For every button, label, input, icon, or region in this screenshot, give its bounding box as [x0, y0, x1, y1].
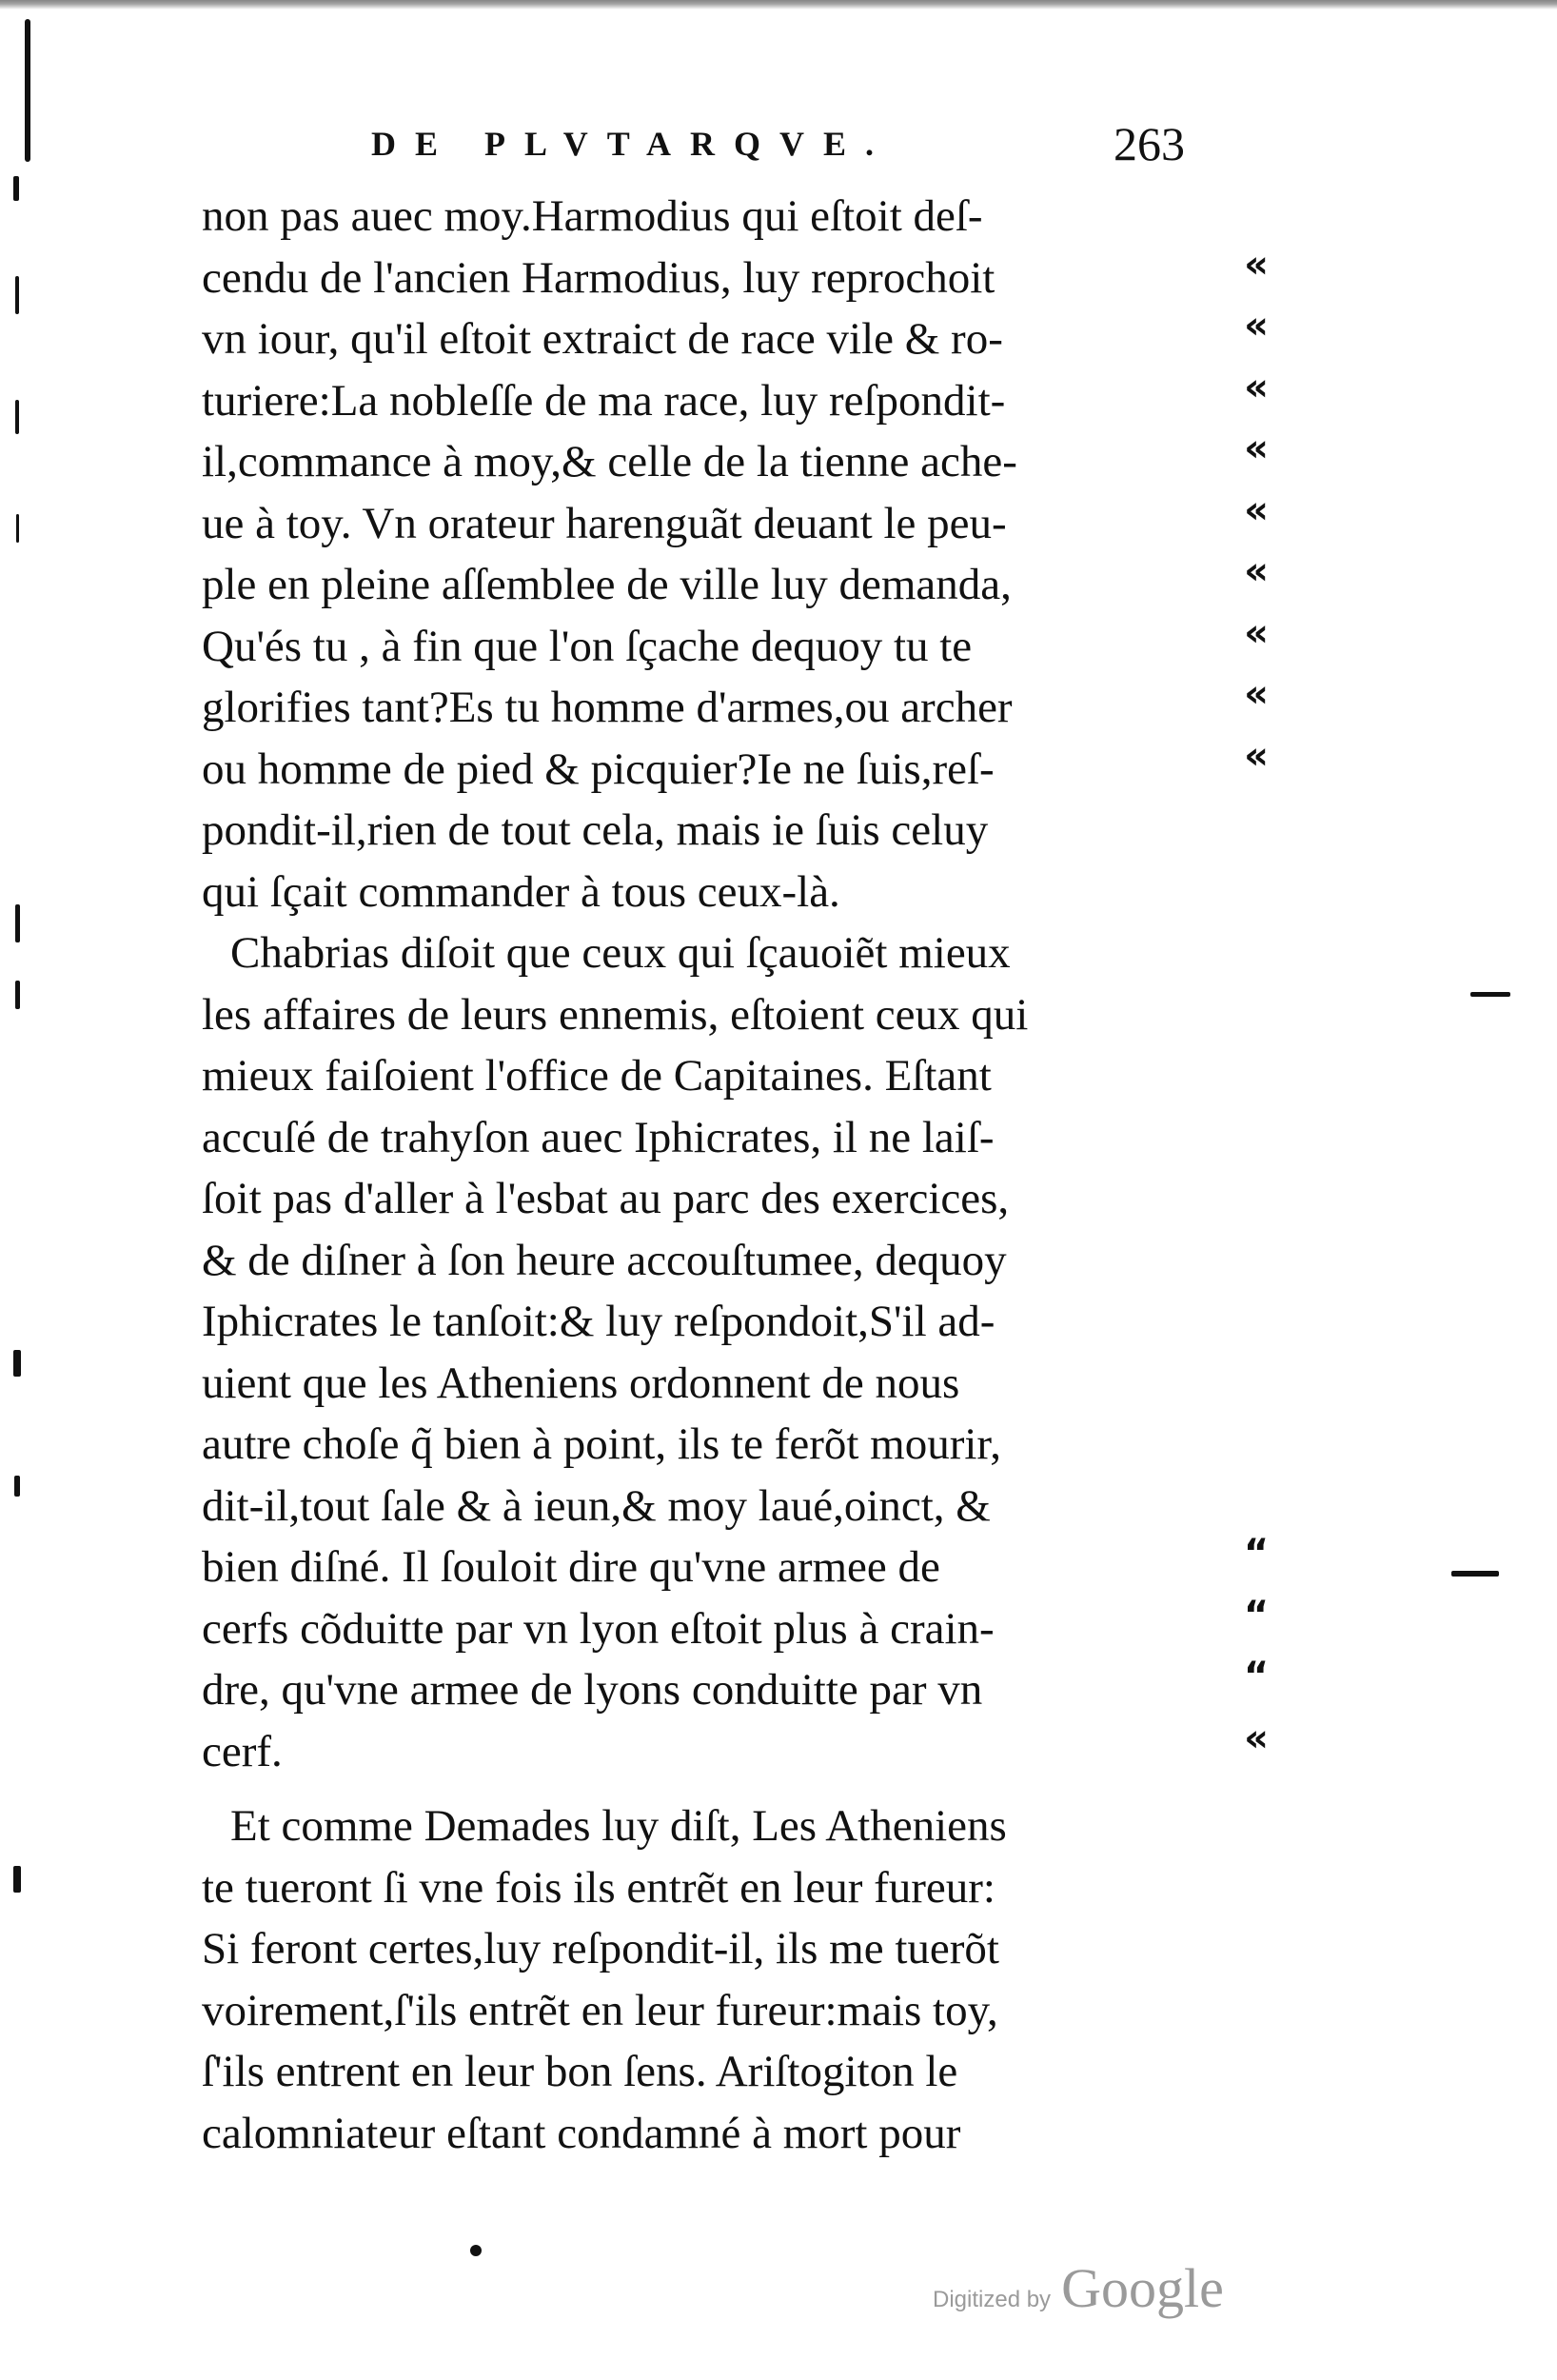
text-line: il,commance à moy,& celle de la tienne ache-: [202, 437, 1017, 486]
text-line: calomniateur eſtant condamné à mort pour: [202, 2108, 961, 2158]
running-title: DE PLVTARQVE.: [371, 125, 894, 163]
text-line: cerf.: [202, 1726, 283, 1776]
paragraph-start-line: Chabrias diſoit que ceux qui ſçauoiẽt mieux: [230, 928, 1011, 978]
text-line: cerfs cõduitte par vn lyon eſtoit plus à crain-: [202, 1603, 995, 1654]
text-line: cendu de l'ancien Harmodius, luy reprochoit: [202, 252, 995, 303]
margin-tick: [16, 514, 19, 543]
quote-mark: «: [1244, 488, 1269, 532]
scan-left-edge-mark: [25, 19, 30, 162]
quote-mark: «: [1244, 243, 1269, 287]
text-line: Si feront certes,luy reſpondit-il, ils me tuerõt: [202, 1924, 999, 1973]
scan-top-edge: [0, 0, 1557, 10]
text-line: accuſé de trahyſon auec Iphicrates, il ne laiſ-: [202, 1112, 995, 1162]
margin-dash: [1470, 992, 1510, 997]
paragraph-start-line: Et comme Demades luy diſt, Les Atheniens: [230, 1801, 1007, 1851]
ink-speck: [470, 2245, 482, 2256]
margin-tick: [15, 981, 20, 1009]
digitized-watermark: [933, 2256, 1224, 2320]
running-head: [371, 117, 1323, 181]
quote-mark: “: [1243, 1655, 1270, 1698]
text-line: ou homme de pied & picquier?Ie ne ſuis,reſ-: [202, 744, 995, 794]
text-line: turiere:La nobleſſe de ma race, luy reſpondit-: [202, 375, 1006, 426]
quote-mark: «: [1244, 366, 1269, 409]
text-line: uient que les Atheniens ordonnent de nous: [202, 1358, 960, 1408]
paragraph-gap: [202, 1782, 1258, 1795]
quote-mark: «: [1244, 734, 1269, 778]
margin-tick: [15, 276, 19, 314]
text-line: Qu'és tu , à fin que l'on ſçache dequoy tu te: [202, 621, 973, 671]
text-line: ſoit pas d'aller à l'esbat au parc des exercices,: [202, 1174, 1010, 1223]
text-line: & de diſner à ſon heure accouſtumee, dequoy: [202, 1235, 1007, 1285]
quote-mark: “: [1243, 1594, 1270, 1637]
quote-mark: «: [1244, 611, 1269, 655]
text-line: ple en pleine aſſemblee de ville luy demanda,: [202, 560, 1012, 609]
quote-mark: «: [1244, 1716, 1269, 1760]
quote-mark: «: [1244, 672, 1269, 716]
text-line: mieux faiſoient l'office de Capitaines. Eſtant: [202, 1051, 992, 1101]
margin-tick: [13, 1866, 21, 1893]
text-line: autre choſe q̃ bien à point, ils te ferõt mourir,: [202, 1419, 1001, 1469]
quote-mark: “: [1243, 1532, 1270, 1576]
text-line: dit-il,tout ſale & à ieun,& moy laué,oinct, &: [202, 1480, 991, 1531]
text-line: qui ſçait commander à tous ceux-là.: [202, 866, 840, 917]
margin-tick: [14, 1476, 20, 1497]
text-line: voirement,ſ'ils entrẽt en leur fureur:mais toy,: [202, 1985, 998, 2035]
google-logo: Google: [1061, 2257, 1224, 2319]
text-line: non pas auec moy.Harmodius qui eſtoit deſ-: [202, 191, 983, 241]
margin-tick: [15, 400, 19, 434]
text-line: ue à toy. Vn orateur harenguãt deuant le peu-: [202, 498, 1007, 548]
quote-mark: «: [1244, 549, 1269, 593]
quote-mark: «: [1244, 426, 1269, 470]
text-line: vn iour, qu'il eſtoit extraict de race vile & ro-: [202, 314, 1003, 364]
text-line: bien diſné. Il ſouloit dire qu'vne armee de: [202, 1542, 940, 1592]
text-line: glorifies tant?Es tu homme d'armes,ou archer: [202, 683, 1013, 732]
margin-tick: [15, 904, 20, 942]
page-number: 263: [1114, 117, 1185, 170]
watermark-prefix: Digitized by: [933, 2287, 1052, 2312]
quote-mark: «: [1244, 304, 1269, 347]
text-line: Iphicrates le tanſoit:& luy reſpondoit,S'il ad-: [202, 1297, 995, 1346]
margin-tick: [13, 1350, 21, 1377]
body-text: [202, 186, 1258, 2164]
text-line: ſ'ils entrent en leur bon ſens. Ariſtogiton le: [202, 2047, 958, 2096]
text-line: pondit-il,rien de tout cela, mais ie ſuis celuy: [202, 805, 989, 855]
margin-tick: [13, 176, 19, 201]
text-line: te tueront ſi vne fois ils entrẽt en leur fureur:: [202, 1862, 995, 1913]
text-line: les affaires de leurs ennemis, eſtoient ceux qui: [202, 989, 1029, 1040]
text-line: dre, qu'vne armee de lyons conduitte par vn: [202, 1665, 983, 1715]
margin-dash: [1451, 1571, 1499, 1577]
